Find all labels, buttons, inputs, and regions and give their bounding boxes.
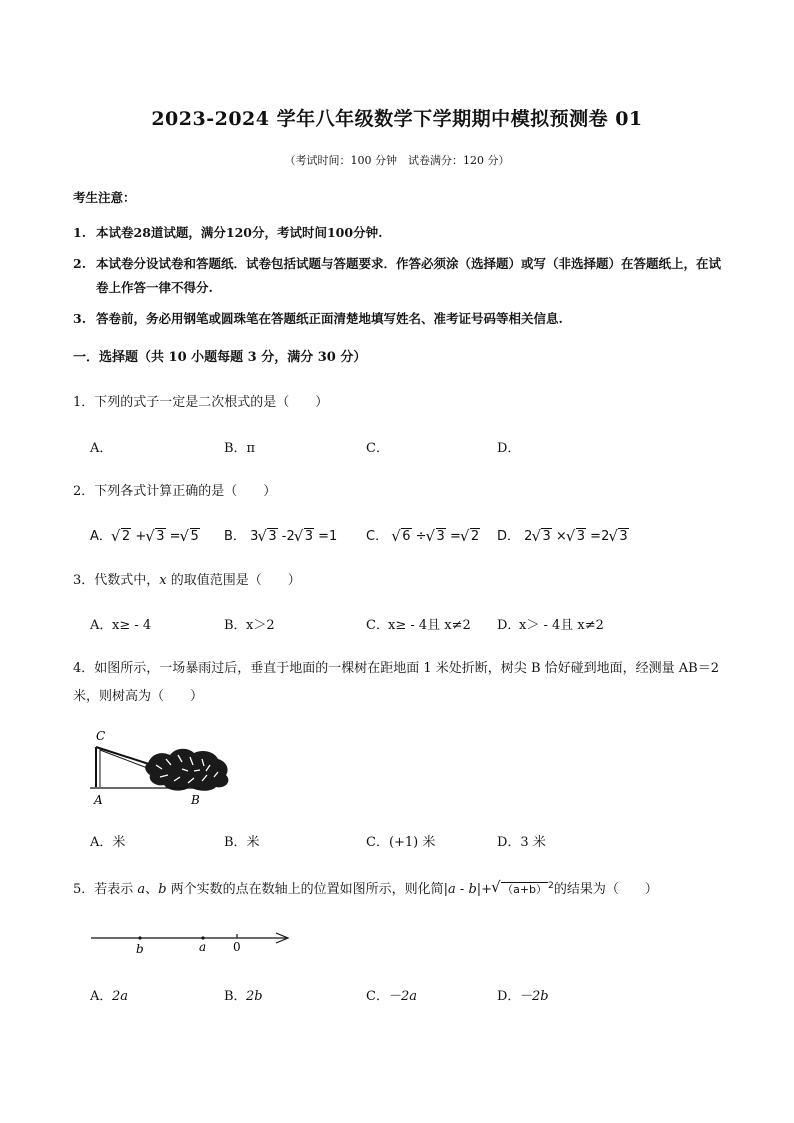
coefficient: 2 [524, 529, 533, 544]
question-1-option-b: B．π [224, 441, 256, 456]
notice-heading: 考生注意： [73, 190, 136, 205]
label-a: A [94, 793, 103, 807]
result: =1 [318, 529, 338, 544]
page-title: 2023-2024 学年八年级数学下学期期中模拟预测卷 01 [151, 108, 643, 130]
question-5-option-d: D．－2b [497, 989, 549, 1004]
question-2-option-b [224, 525, 337, 544]
broken-top [96, 747, 152, 765]
variable: a [137, 882, 146, 897]
sqrt-expr [181, 529, 200, 544]
sqrt-expr [609, 529, 628, 544]
question-2-option-c: C． √ 6 ÷√ 3 =√ 2 [366, 525, 480, 544]
question-2-option-a: A．√ 2 +√ 3 =√ 5 [90, 525, 200, 544]
option-text: x＞ - 4且 x≠2 [519, 618, 604, 633]
option-label: A． [90, 529, 112, 544]
notice-text: 本试卷28道试题，满分120分，考试时间100分钟. [96, 225, 383, 240]
question-3-option-a: A．x≥ - 4 [90, 618, 152, 633]
radicand: 3 [619, 529, 628, 544]
radicand: 3 [156, 529, 165, 544]
broken-top-edge [100, 750, 150, 769]
notice-item-1 [73, 223, 382, 241]
sqrt-expr [392, 529, 411, 544]
notice-item-2 [73, 252, 732, 300]
option-text: 2a [112, 989, 129, 1004]
exam-info: （考试时间：100 分钟 试卷满分：120 分） [284, 154, 510, 167]
question-3-option-d: D．x＞ - 4且 x≠2 [497, 618, 604, 633]
question-1-option-a: A． [90, 441, 113, 456]
option-label: D． [497, 529, 521, 544]
coefficient: 3 [250, 529, 259, 544]
radicand: 2 [470, 529, 480, 544]
question-4-option-a: A．米 [90, 835, 126, 850]
radicand: 3 [268, 529, 277, 544]
label-b: b [136, 942, 144, 956]
notice-num: 2. [73, 256, 87, 271]
option-label: C． [366, 529, 389, 544]
stem-text: 3．代数式中， [73, 573, 160, 588]
question-5-option-c: C．－2a [366, 989, 418, 1004]
stem-text: 的取值范围是（ ） [166, 573, 301, 588]
broken-tree-figure [90, 725, 235, 810]
radicand: 3 [576, 529, 586, 544]
radicand: 3 [436, 529, 445, 544]
option-text: 2b [246, 989, 263, 1004]
sqrt-expr [461, 529, 480, 544]
exponent: 2 [548, 880, 554, 892]
question-3-option-c: C．x≥ - 4且 x≠2 [366, 618, 471, 633]
number-line-figure [88, 928, 298, 960]
sqrt-expr [427, 529, 446, 544]
notice-text: 本试卷分设试卷和答题纸．试卷包括试题与答题要求．作答必须涂（选择题）或写（非选择题）在答题纸上，在试卷上作答一律不得分. [96, 256, 722, 295]
option-text: －2b [519, 989, 549, 1004]
notice-text: 答卷前，务必用钢笔或圆珠笔在答题纸正面清楚地填写姓名、准考证号码等相关信息. [96, 311, 563, 326]
tree-crown [145, 749, 228, 791]
label-zero: 0 [233, 940, 241, 954]
notice-item-3 [73, 309, 563, 327]
question-2-stem: 2．下列各式计算正确的是（ ） [73, 484, 277, 499]
question-4-option-d: D．3 米 [497, 835, 546, 850]
option-text: x≥ - 4且 x≠2 [388, 618, 471, 633]
option-text: x＞2 [246, 618, 275, 633]
stem-text: 的结果为（ ） [553, 882, 658, 897]
option-label: B． [224, 529, 246, 544]
question-4-option-c: C．(+1) 米 [366, 835, 436, 850]
question-1-option-d: D． [497, 441, 521, 456]
question-2-option-d: D． 2√ 3 ×√ 3 =2√ 3 [497, 525, 629, 544]
radicand: 6 [402, 529, 411, 544]
stem-text: |+ [476, 882, 493, 897]
radicand: 5 [190, 529, 199, 544]
sqrt-expr [492, 880, 554, 897]
sqrt-expr [567, 529, 586, 544]
radicand: 2 [121, 529, 131, 544]
option-text: －2a [388, 989, 418, 1004]
sqrt-expr [146, 529, 165, 544]
variable: x [159, 573, 167, 588]
sqrt-expr [532, 529, 551, 544]
question-5-option-a: A．2a [90, 989, 129, 1004]
stem-text: 、 [145, 882, 159, 897]
variable: b [468, 882, 477, 897]
coefficient: -2 [281, 529, 295, 544]
section-heading: 一．选择题（共 10 小题每题 3 分，满分 30 分） [73, 350, 367, 365]
sqrt-expr [295, 529, 314, 544]
stem-text: 两个实数的点在数轴上的位置如图所示，则化简| [166, 882, 449, 897]
question-3-stem [73, 569, 301, 588]
question-4-stem: 4．如图所示，一场暴雨过后，垂直于地面的一棵树在距地面 1 米处折断，树尖 B 恰好碰到地面，经测量 AB＝2 米，则树高为（ ） [73, 661, 719, 704]
radicand: 3 [304, 529, 314, 544]
label-b: B [191, 793, 200, 807]
notice-num: 3. [73, 311, 87, 326]
notice-num: 1. [73, 225, 87, 240]
question-1-stem: 1．下列的式子一定是二次根式的是（ ） [73, 395, 329, 410]
coefficient: =2 [590, 529, 610, 544]
label-c: C [96, 729, 106, 743]
sqrt-expr [258, 529, 277, 544]
question-5-stem [73, 878, 658, 897]
label-a: a [199, 940, 207, 954]
radicand: （a+b） [502, 883, 548, 896]
question-1-option-c: C． [366, 441, 389, 456]
point-b [138, 936, 141, 939]
question-5-option-b: B．2b [224, 989, 263, 1004]
question-4-option-b: B．米 [224, 835, 260, 850]
sqrt-expr [112, 529, 131, 544]
radicand: 3 [542, 529, 551, 544]
stem-text: 5．若表示 [73, 882, 138, 897]
stem-text: - [455, 882, 469, 897]
variable: b [158, 882, 167, 897]
variable: a [448, 882, 456, 897]
option-text: x≥ - 4 [112, 618, 152, 633]
question-3-option-b: B．x＞2 [224, 618, 275, 633]
